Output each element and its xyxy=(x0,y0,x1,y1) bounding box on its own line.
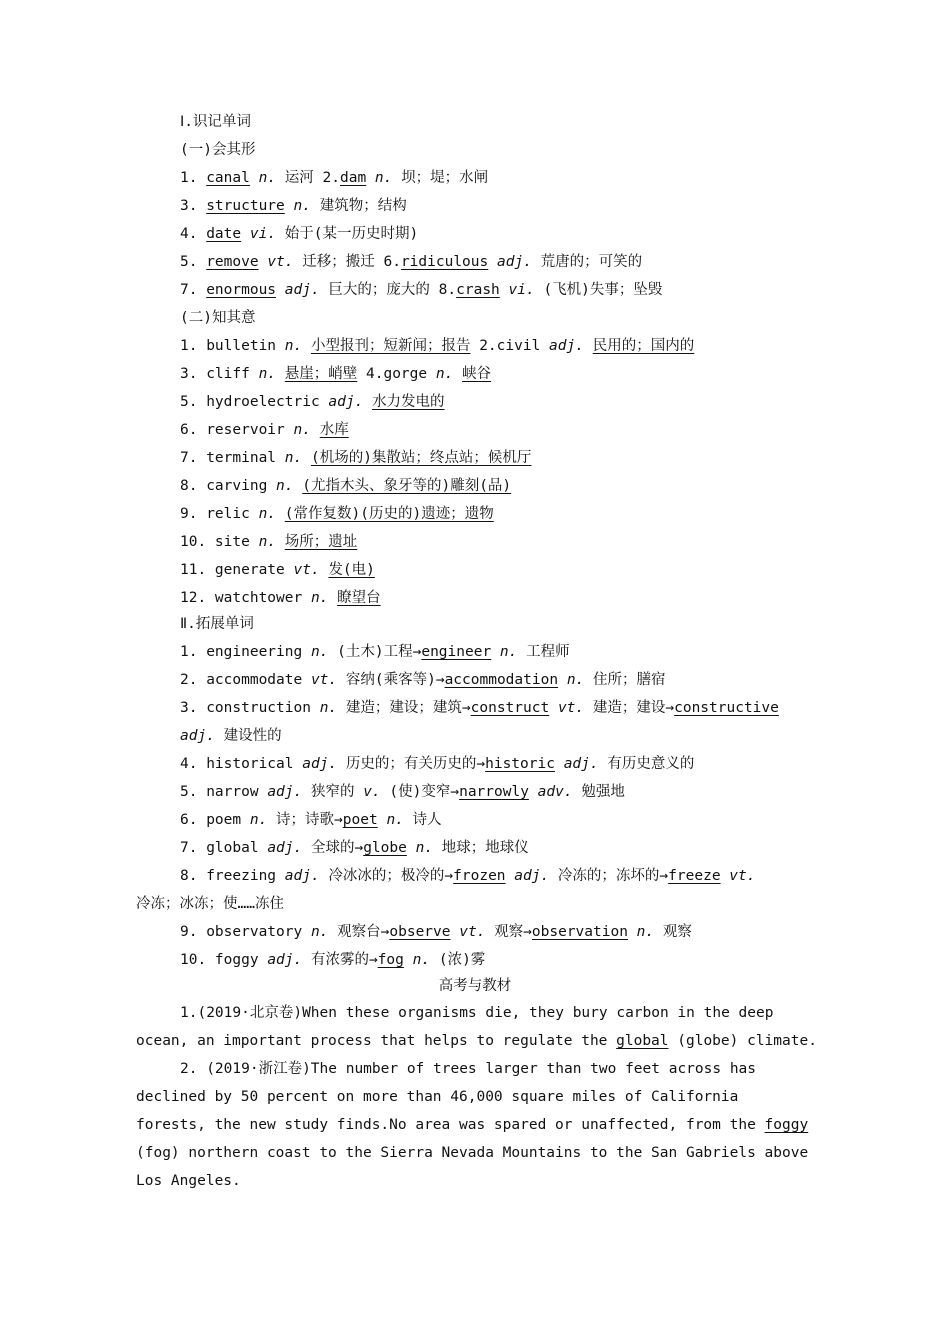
text-segment xyxy=(276,366,285,382)
part-of-speech: adj. xyxy=(563,756,599,772)
text-segment xyxy=(250,170,259,186)
text-segment: (飞机)失事；坠毁 xyxy=(534,282,663,298)
part-of-speech: n. xyxy=(435,366,454,382)
text-segment: 工程师 xyxy=(517,644,570,660)
part-of-speech: adj. xyxy=(267,952,303,968)
text-segment: 巨大的；庞大的 8. xyxy=(319,282,457,298)
text-segment: 4. xyxy=(180,226,207,242)
text-segment: 高考与教材 xyxy=(438,978,512,994)
text-segment xyxy=(453,366,462,382)
text-segment: 运河 2. xyxy=(276,170,340,186)
part-of-speech: adv. xyxy=(537,784,573,800)
text-line xyxy=(180,140,255,160)
answer-word: global xyxy=(616,1033,669,1049)
part-of-speech: vt. xyxy=(267,254,294,270)
text-segment: 诗人 xyxy=(403,812,442,828)
text-segment xyxy=(628,924,637,940)
text-line xyxy=(180,838,529,858)
text-segment xyxy=(276,506,285,522)
text-segment: 观察台→ xyxy=(328,924,390,940)
text-segment xyxy=(407,840,416,856)
answer-word: structure xyxy=(206,198,285,214)
part-of-speech: vt. xyxy=(729,868,756,884)
text-segment: 12. watchtower xyxy=(180,590,311,606)
text-line xyxy=(180,420,349,440)
text-segment: 4. historical xyxy=(180,756,303,772)
text-segment: (一)会其形 xyxy=(180,142,256,158)
part-of-speech: adj. xyxy=(549,338,584,354)
text-segment: 建筑物；结构 xyxy=(310,198,407,214)
answer-word: remove xyxy=(206,254,259,270)
answer-word: (机场的)集散站；终点站；候机厅 xyxy=(310,450,532,466)
answer-word: ridiculous xyxy=(400,254,489,270)
text-segment: (土木)工程→ xyxy=(328,644,422,660)
answer-word: 场所；遗址 xyxy=(284,534,358,550)
part-of-speech: n. xyxy=(566,672,585,688)
text-segment: 迁移；搬迁 6. xyxy=(293,254,401,270)
part-of-speech: n. xyxy=(293,422,311,438)
part-of-speech: adj. xyxy=(267,840,303,856)
text-line xyxy=(180,504,494,524)
part-of-speech: n. xyxy=(310,924,329,940)
text-line xyxy=(180,588,381,608)
text-segment xyxy=(363,394,372,410)
text-segment: 10. site xyxy=(180,534,259,550)
text-segment xyxy=(285,198,294,214)
part-of-speech: vt. xyxy=(293,562,320,578)
text-line xyxy=(180,476,511,496)
part-of-speech: n. xyxy=(258,506,277,522)
text-segment: 8. carving xyxy=(180,478,277,494)
part-of-speech: vi. xyxy=(249,226,277,242)
text-segment: (fog) northern coast to the Sierra Nevada Mountains to the San Gabriels above xyxy=(136,1145,809,1161)
text-segment: 建造；建设；建筑→ xyxy=(337,700,471,716)
text-line xyxy=(180,1003,773,1023)
answer-word: accommodation xyxy=(444,672,559,688)
part-of-speech: n. xyxy=(499,644,518,660)
text-line xyxy=(180,532,357,552)
text-segment: 9. relic xyxy=(180,506,259,522)
answer-word: fog xyxy=(377,952,404,968)
text-segment: declined by 50 percent on more than 46,000 square miles of California xyxy=(136,1089,739,1105)
text-segment: 建设性的 xyxy=(214,728,282,744)
text-segment: 狭窄的 xyxy=(302,784,364,800)
text-segment: (使)变窄→ xyxy=(380,784,460,800)
text-line xyxy=(180,922,692,942)
text-segment: 7. xyxy=(180,282,207,298)
answer-word: (常作复数)(历史的)遗迹；遗物 xyxy=(284,506,494,522)
text-segment: 地球；地球仪 xyxy=(433,840,529,856)
answer-word: freeze xyxy=(668,868,721,884)
answer-word: observe xyxy=(389,924,451,940)
text-segment: 勉强地 xyxy=(572,784,625,800)
text-line xyxy=(180,252,642,272)
text-segment xyxy=(311,422,320,438)
text-segment: 荒唐的；可笑的 xyxy=(531,254,643,270)
part-of-speech: n. xyxy=(258,366,277,382)
part-of-speech: n. xyxy=(319,700,338,716)
text-line xyxy=(180,1059,756,1079)
text-line xyxy=(180,336,694,356)
text-segment: 1. bulletin xyxy=(180,338,285,354)
text-segment xyxy=(302,450,311,466)
text-segment: Ⅱ.拓展单词 xyxy=(180,616,254,632)
text-segment: 5. narrow xyxy=(180,784,268,800)
text-line xyxy=(136,1171,241,1191)
text-segment xyxy=(491,644,500,660)
text-segment xyxy=(328,590,337,606)
text-segment: 3. xyxy=(180,198,207,214)
text-segment: (globe) climate. xyxy=(668,1033,817,1049)
part-of-speech: adj. xyxy=(497,254,532,270)
text-segment: 诗；诗歌→ xyxy=(267,812,343,828)
text-segment xyxy=(404,952,413,968)
answer-word: poet xyxy=(342,812,378,828)
text-segment xyxy=(529,784,538,800)
text-segment xyxy=(241,226,250,242)
text-segment: 11. generate xyxy=(180,562,294,578)
answer-word: dam xyxy=(339,170,367,186)
part-of-speech: adj. xyxy=(180,728,215,744)
text-line xyxy=(180,364,491,384)
text-segment xyxy=(506,868,515,884)
part-of-speech: adj. xyxy=(284,282,320,298)
part-of-speech: n. xyxy=(284,450,303,466)
text-line xyxy=(180,448,531,468)
text-segment xyxy=(721,868,730,884)
text-segment: 5. hydroelectric xyxy=(180,394,329,410)
text-segment: ocean, an important process that helps to regulate the xyxy=(136,1033,617,1049)
text-line xyxy=(180,782,625,802)
text-segment: 始于(某一历史时期) xyxy=(276,226,419,242)
answer-word: 发(电) xyxy=(328,562,375,578)
answer-word: historic xyxy=(485,756,555,772)
answer-word: 瞭望台 xyxy=(337,590,381,606)
answer-word: 峡谷 xyxy=(462,366,492,382)
answer-word: date xyxy=(206,226,242,242)
part-of-speech: n. xyxy=(249,812,268,828)
text-segment: 历史的；有关历史的→ xyxy=(337,756,486,772)
text-segment xyxy=(276,534,285,550)
text-segment xyxy=(488,254,497,270)
text-segment: 冷冻的；冻坏的→ xyxy=(549,868,669,884)
text-segment: 2.civil xyxy=(470,338,550,354)
part-of-speech: adj. xyxy=(328,394,364,410)
text-line xyxy=(136,1087,738,1107)
text-segment: 7. terminal xyxy=(180,450,285,466)
answer-word: narrowly xyxy=(459,784,529,800)
text-line xyxy=(180,560,375,580)
text-segment: 5. xyxy=(180,254,207,270)
text-segment: 4.gorge xyxy=(357,366,436,382)
part-of-speech: adj. xyxy=(514,868,550,884)
part-of-speech: n. xyxy=(293,198,311,214)
text-segment: 冷冻；冰冻；使……冻住 xyxy=(136,896,284,912)
text-segment: 3. construction xyxy=(180,700,320,716)
text-segment: 2. (2019·浙江卷)The number of trees larger than two feet across has xyxy=(180,1061,757,1077)
text-line xyxy=(180,642,570,662)
text-line xyxy=(180,698,779,718)
text-segment xyxy=(302,338,311,354)
text-segment: 建造；建设→ xyxy=(584,700,675,716)
part-of-speech: n. xyxy=(310,590,329,606)
answer-word: canal xyxy=(206,170,250,186)
part-of-speech: vt. xyxy=(459,924,486,940)
text-segment: 容纳(乘客等)→ xyxy=(337,672,445,688)
text-segment: 6. reservoir xyxy=(180,422,294,438)
answer-word: 小型报刊；短新闻；报告 xyxy=(310,338,471,354)
text-segment: 6. poem xyxy=(180,812,250,828)
text-line xyxy=(180,168,488,188)
part-of-speech: n. xyxy=(276,478,294,494)
answer-word: 水库 xyxy=(319,422,349,438)
text-segment xyxy=(500,282,509,298)
text-segment: 坝；堤；水闸 xyxy=(392,170,489,186)
part-of-speech: n. xyxy=(284,338,303,354)
part-of-speech: adj. xyxy=(284,868,320,884)
text-segment: Los Angeles. xyxy=(136,1173,241,1189)
text-line xyxy=(180,224,418,244)
part-of-speech: vt. xyxy=(557,700,585,716)
text-segment xyxy=(555,756,564,772)
text-segment: 2. accommodate xyxy=(180,672,311,688)
text-segment: 7. global xyxy=(180,840,268,856)
part-of-speech: adj. xyxy=(267,784,303,800)
part-of-speech: n. xyxy=(310,644,329,660)
answer-word: constructive xyxy=(674,700,779,716)
text-segment: (二)知其意 xyxy=(180,310,256,326)
part-of-speech: n. xyxy=(636,924,655,940)
text-line xyxy=(136,1143,808,1163)
text-line xyxy=(0,976,950,996)
answer-word: construct xyxy=(470,700,550,716)
text-segment xyxy=(276,282,285,298)
part-of-speech: n. xyxy=(412,952,431,968)
part-of-speech: vi. xyxy=(508,282,535,298)
answer-word: frozen xyxy=(453,868,506,884)
text-segment: forests, the new study finds.No area was spared or unaffected, from the xyxy=(136,1117,765,1133)
text-segment: 9. observatory xyxy=(180,924,311,940)
text-segment: 有浓雾的→ xyxy=(302,952,378,968)
part-of-speech: n. xyxy=(415,840,434,856)
text-segment xyxy=(366,170,375,186)
answer-word: enormous xyxy=(206,282,277,298)
text-segment: 10. foggy xyxy=(180,952,268,968)
text-segment: 8. freezing xyxy=(180,868,285,884)
text-line xyxy=(136,1031,817,1051)
answer-word: 悬崖；峭壁 xyxy=(284,366,358,382)
text-segment xyxy=(294,478,303,494)
text-line xyxy=(180,726,282,746)
text-segment: 观察→ xyxy=(485,924,532,940)
text-segment xyxy=(549,700,558,716)
text-segment: 1.(2019·北京卷)When these organisms die, they bury carbon in the deep xyxy=(180,1005,774,1021)
answer-word: observation xyxy=(531,924,628,940)
part-of-speech: adj. xyxy=(302,756,338,772)
text-segment: 观察 xyxy=(654,924,692,940)
text-line xyxy=(180,810,442,830)
part-of-speech: n. xyxy=(386,812,404,828)
text-line xyxy=(180,670,666,690)
text-segment: (浓)雾 xyxy=(430,952,486,968)
text-segment: Ⅰ.识记单词 xyxy=(180,114,252,130)
part-of-speech: vt. xyxy=(310,672,338,688)
answer-word: globe xyxy=(363,840,407,856)
text-line xyxy=(180,112,251,132)
text-segment: 1. engineering xyxy=(180,644,311,660)
text-segment: 3. cliff xyxy=(180,366,259,382)
text-line xyxy=(136,894,284,914)
text-segment xyxy=(451,924,460,940)
text-line xyxy=(180,308,255,328)
text-line xyxy=(180,866,756,886)
answer-word: (尤指木头、象牙等的)雕刻(品) xyxy=(302,478,512,494)
answer-word: foggy xyxy=(764,1117,809,1133)
answer-word: 民用的；国内的 xyxy=(592,338,695,354)
text-segment xyxy=(558,672,567,688)
answer-word: engineer xyxy=(421,644,492,660)
text-line xyxy=(180,754,694,774)
text-segment xyxy=(584,338,593,354)
part-of-speech: n. xyxy=(374,170,393,186)
text-segment: 全球的→ xyxy=(302,840,364,856)
text-line xyxy=(136,1115,808,1135)
text-segment: 有历史意义的 xyxy=(598,756,695,772)
text-segment: 1. xyxy=(180,170,207,186)
text-segment: 冷冰冰的；极冷的→ xyxy=(319,868,454,884)
text-line xyxy=(180,196,407,216)
part-of-speech: v. xyxy=(363,784,381,800)
text-line xyxy=(180,392,445,412)
answer-word: 水力发电的 xyxy=(372,394,445,410)
text-line xyxy=(180,950,485,970)
part-of-speech: n. xyxy=(258,170,277,186)
text-line xyxy=(180,614,254,634)
text-line xyxy=(180,280,662,300)
part-of-speech: n. xyxy=(258,534,277,550)
text-segment: 住所；膳宿 xyxy=(584,672,666,688)
answer-word: crash xyxy=(456,282,500,298)
